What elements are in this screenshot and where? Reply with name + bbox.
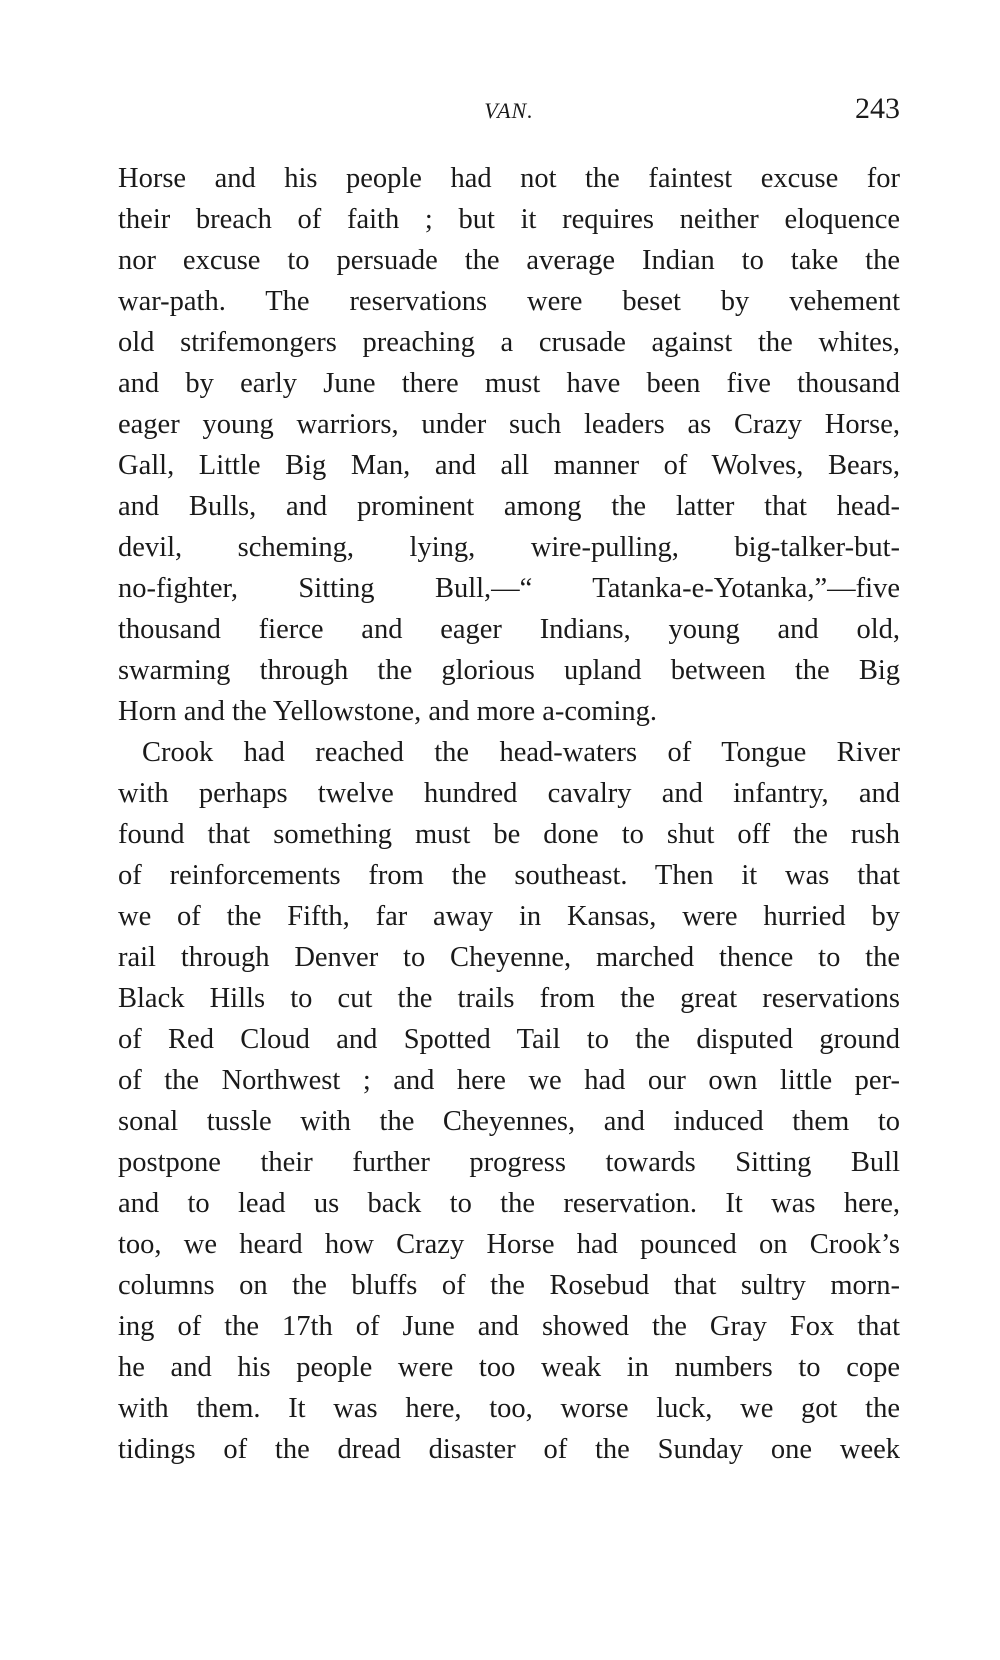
text-line: war-path. The reservations were beset by vehement [118,286,900,317]
text-line: of reinforcements from the southeast. Then it was that [118,860,900,891]
text-line: and Bulls, and prominent among the latter that head- [118,491,900,522]
text-line: thousand fierce and eager Indians, young and old, [118,614,900,645]
text-line: rail through Denver to Cheyenne, marched thence to the [118,942,900,973]
text-line: their breach of faith ; but it requires neither eloquence [118,204,900,235]
text-line: devil, scheming, lying, wire-pulling, big-talker-but- [118,532,900,563]
text-line: and to lead us back to the reservation. It was here, [118,1188,900,1219]
text-line: Gall, Little Big Man, and all manner of Wolves, Bears, [118,450,900,481]
text-line: with perhaps twelve hundred cavalry and infantry, and [118,778,900,809]
running-head: VAN. [484,98,534,123]
page-header [118,92,900,132]
text-line: with them. It was here, too, worse luck, we got the [118,1393,900,1424]
paragraph [118,732,900,1470]
text-line: nor excuse to persuade the average Indian to take the [118,245,900,276]
text-line: eager young warriors, under such leaders as Crazy Horse, [118,409,900,440]
page-number: 243 [855,92,900,125]
text-line: found that something must be done to shut off the rush [118,819,900,850]
text-line: he and his people were too weak in numbers to cope [118,1352,900,1383]
text-line: Horse and his people had not the faintest excuse for [118,163,900,194]
text-line: of the Northwest ; and here we had our own little per- [118,1065,900,1096]
text-line: ing of the 17th of June and showed the Gray Fox that [118,1311,900,1342]
text-line: tidings of the dread disaster of the Sunday one week [118,1434,900,1465]
text-line: postpone their further progress towards Sitting Bull [118,1147,900,1178]
text-line: and by early June there must have been five thousand [118,368,900,399]
text-line: too, we heard how Crazy Horse had pounced on Crook’s [118,1229,900,1260]
text-line: no-fighter, Sitting Bull,—“ Tatanka-e-Yotanka,”—five [118,573,900,604]
text-line: we of the Fifth, far away in Kansas, were hurried by [118,901,900,932]
text-line: columns on the bluffs of the Rosebud that sultry morn- [118,1270,900,1301]
text-line: old strifemongers preaching a crusade against the whites, [118,327,900,358]
text-line: Crook had reached the head-waters of Tongue River [142,737,900,768]
text-line: swarming through the glorious upland between the Big [118,655,900,686]
text-line: Black Hills to cut the trails from the great reservations [118,983,900,1014]
text-line: Horn and the Yellowstone, and more a-coming. [118,696,658,727]
text-line: sonal tussle with the Cheyennes, and induced them to [118,1106,900,1137]
text-line: of Red Cloud and Spotted Tail to the disputed ground [118,1024,900,1055]
paragraph [118,158,900,732]
body-text [118,158,900,1470]
